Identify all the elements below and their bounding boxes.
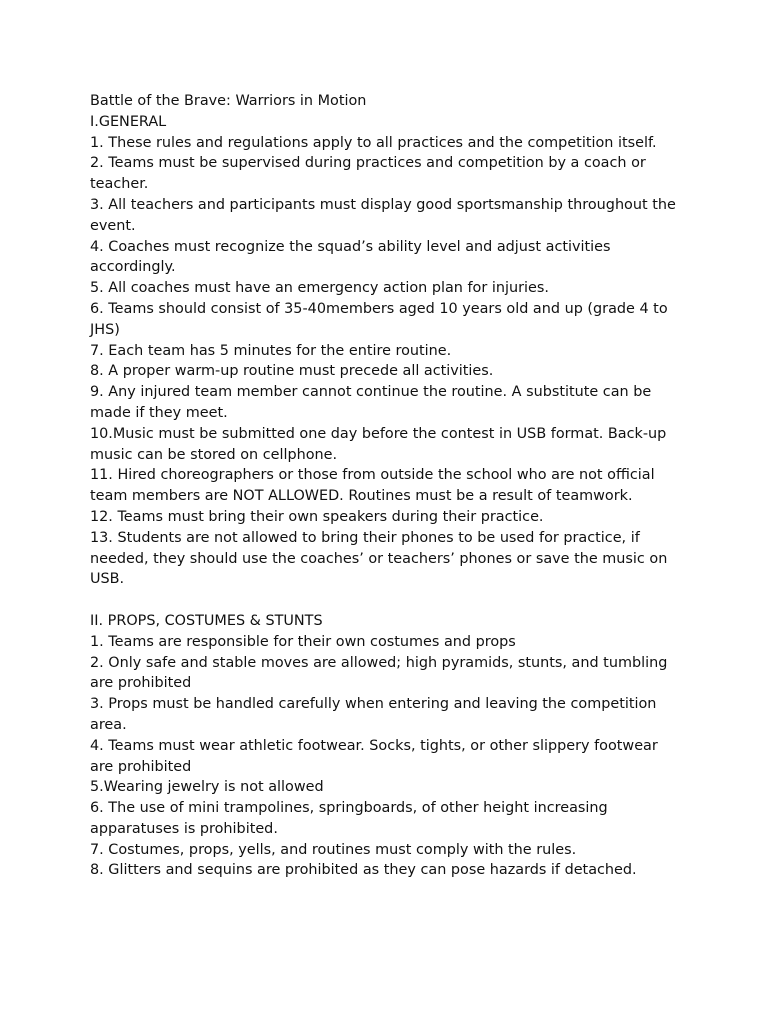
rule-item: 1. These rules and regulations apply to all practices and the competition itself. <box>90 134 657 151</box>
rule-item: 3. Props must be handled carefully when entering and leaving the competition area. <box>90 696 661 733</box>
section-heading-props: II. PROPS, COSTUMES & STUNTS <box>90 612 323 629</box>
rule-item: 4. Coaches must recognize the squad’s ability level and adjust activities accordingly. <box>90 238 616 276</box>
section-spacer <box>90 590 680 611</box>
rule-item: 12. Teams must bring their own speakers during their practice. <box>90 508 544 525</box>
rule-item: 9. Any injured team member cannot continue the routine. A substitute can be made if they meet. <box>90 384 656 421</box>
rule-item: 8. A proper warm-up routine must precede all activities. <box>90 363 494 380</box>
rule-item: 7. Each team has 5 minutes for the entire routine. <box>90 342 452 359</box>
rule-item: 7. Costumes, props, yells, and routines must comply with the rules. <box>90 841 577 858</box>
rule-item: 5.Wearing jewelry is not allowed <box>90 779 324 796</box>
rule-item: 1. Teams are responsible for their own costumes and props <box>90 633 516 650</box>
rule-item: 2. Teams must be supervised during practices and competition by a coach or teacher. <box>90 155 651 193</box>
rule-item: 10.Music must be submitted one day before the contest in USB format. Back-up music can be stored on cellphone. <box>90 425 671 463</box>
rule-item: 6. Teams should consist of 35-40members aged 10 years old and up (grade 4 to JHS) <box>90 300 673 338</box>
rule-item: 8. Glitters and sequins are prohibited as they can pose hazards if detached. <box>90 862 637 879</box>
rule-item: 11. Hired choreographers or those from outside the school who are not official team members are NOT ALLOWED. Routines must be a result of teamwork. <box>90 467 660 505</box>
document-title: Battle of the Brave: Warriors in Motion <box>90 93 367 109</box>
rule-item: 6. The use of mini trampolines, springboards, of other height increasing apparatuses is prohibited. <box>90 800 613 837</box>
rule-item: 13. Students are not allowed to bring their phones to be used for practice, if needed, they should use the coaches’ or teachers’ phones or save the music on USB. <box>90 529 672 588</box>
rule-item: 3. All teachers and participants must display good sportsmanship throughout the event. <box>90 196 681 234</box>
rule-item: 2. Only safe and stable moves are allowed; high pyramids, stunts, and tumbling are prohibited <box>90 654 672 692</box>
rule-item: 4. Teams must wear athletic footwear. Socks, tights, or other slippery footwear are prohibited <box>90 737 663 775</box>
section-heading-general: I.GENERAL <box>90 113 167 130</box>
rule-item: 5. All coaches must have an emergency action plan for injuries. <box>90 280 549 297</box>
document-page <box>90 91 680 881</box>
